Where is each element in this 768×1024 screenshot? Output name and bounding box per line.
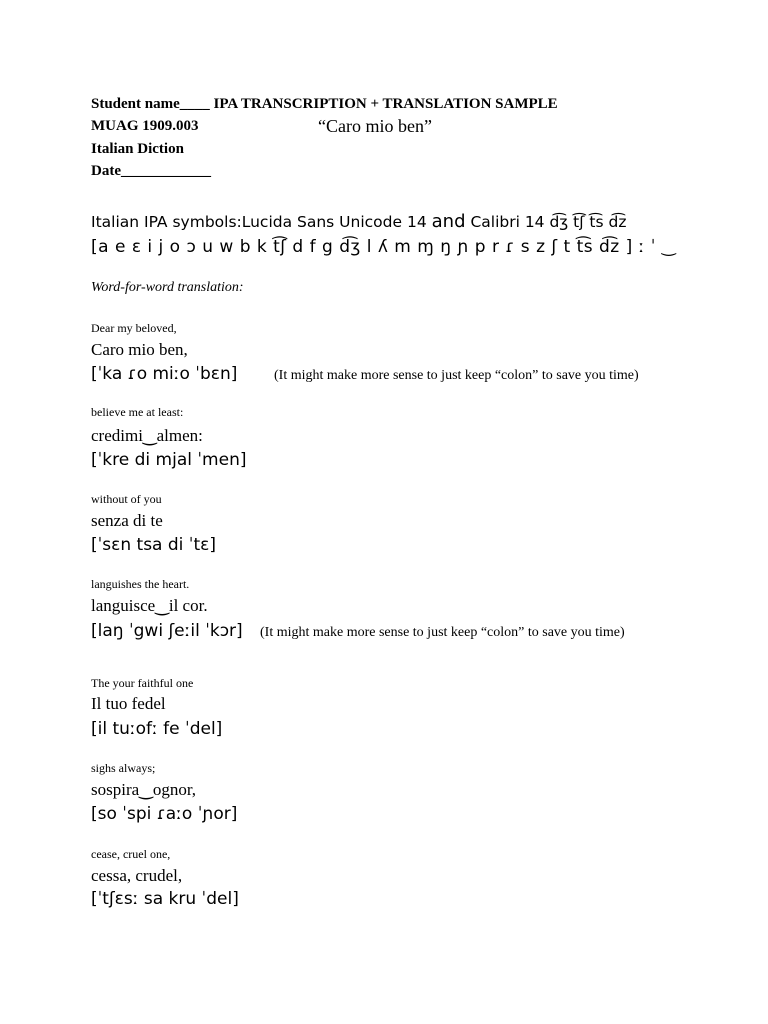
- ipa-line-2: [ˈkre di mjal ˈmen]: [91, 450, 247, 470]
- gloss-line-4: languishes the heart.: [91, 577, 190, 591]
- ipa-inventory: [a e ɛ i j o ɔ u w b k t͡ʃ d f g d͡ʒ l ʎ m ɱ ŋ ɲ p r ɾ s z ʃ t t͡s d͡z ] ː ˈ ‿: [91, 237, 677, 257]
- italian-line-1: Caro mio ben,: [91, 340, 188, 359]
- ipa-line-5: [il tuːofː fe ˈdel]: [91, 719, 223, 739]
- ipa-symbols-line: [91, 211, 626, 232]
- ipa-line-3: [ˈsɛn tsa di ˈtɛ]: [91, 535, 216, 555]
- italian-line-3: senza di te: [91, 511, 163, 530]
- subject: Italian Diction: [91, 141, 184, 157]
- italian-line-5: Il tuo fedel: [91, 694, 166, 713]
- ipa-line-6: [so ˈspi ɾaːo ˈɲor]: [91, 804, 238, 824]
- translation-heading: Word-for-word translation:: [91, 280, 244, 295]
- gloss-line-6: sighs always;: [91, 761, 156, 775]
- italian-line-7: cessa, crudel,: [91, 866, 183, 885]
- song-title: “Caro mio ben”: [318, 116, 432, 136]
- ipa-symbols-intro: Italian IPA symbols:Lucida Sans Unicode 14: [91, 213, 427, 231]
- italian-line-6: sospira‿ognor,: [91, 780, 197, 799]
- gloss-line-1: Dear my beloved,: [91, 321, 177, 335]
- gloss-line-2: believe me at least:: [91, 405, 184, 419]
- gloss-line-7: cease, cruel one,: [91, 847, 171, 861]
- gloss-line-5: The your faithful one: [91, 676, 194, 690]
- italian-line-2: credimi‿almen:: [91, 426, 203, 445]
- course-code: MUAG 1909.003: [91, 118, 199, 134]
- ipa-symbols-calibri: Calibri 14 d͡ʒ t͡ʃ t͡s d͡z: [470, 213, 627, 231]
- ipa-line-7: [ˈtʃɛsː sa kru ˈdel]: [91, 889, 239, 909]
- ipa-symbols-and: and: [431, 211, 466, 232]
- header-title: Student name____ IPA TRANSCRIPTION + TRANSLATION SAMPLE: [91, 96, 558, 112]
- note-line-4: (It might make more sense to just keep “colon” to save you time): [260, 625, 625, 640]
- italian-line-4: languisce‿il cor.: [91, 596, 208, 615]
- gloss-line-3: without of you: [91, 492, 162, 506]
- date-field: Date____________: [91, 163, 211, 179]
- ipa-line-4: [laŋ ˈgwi ʃeːil ˈkɔr]: [91, 621, 243, 641]
- ipa-line-1: [ˈka ɾo miːo ˈbɛn]: [91, 364, 238, 384]
- note-line-1: (It might make more sense to just keep “colon” to save you time): [274, 368, 639, 383]
